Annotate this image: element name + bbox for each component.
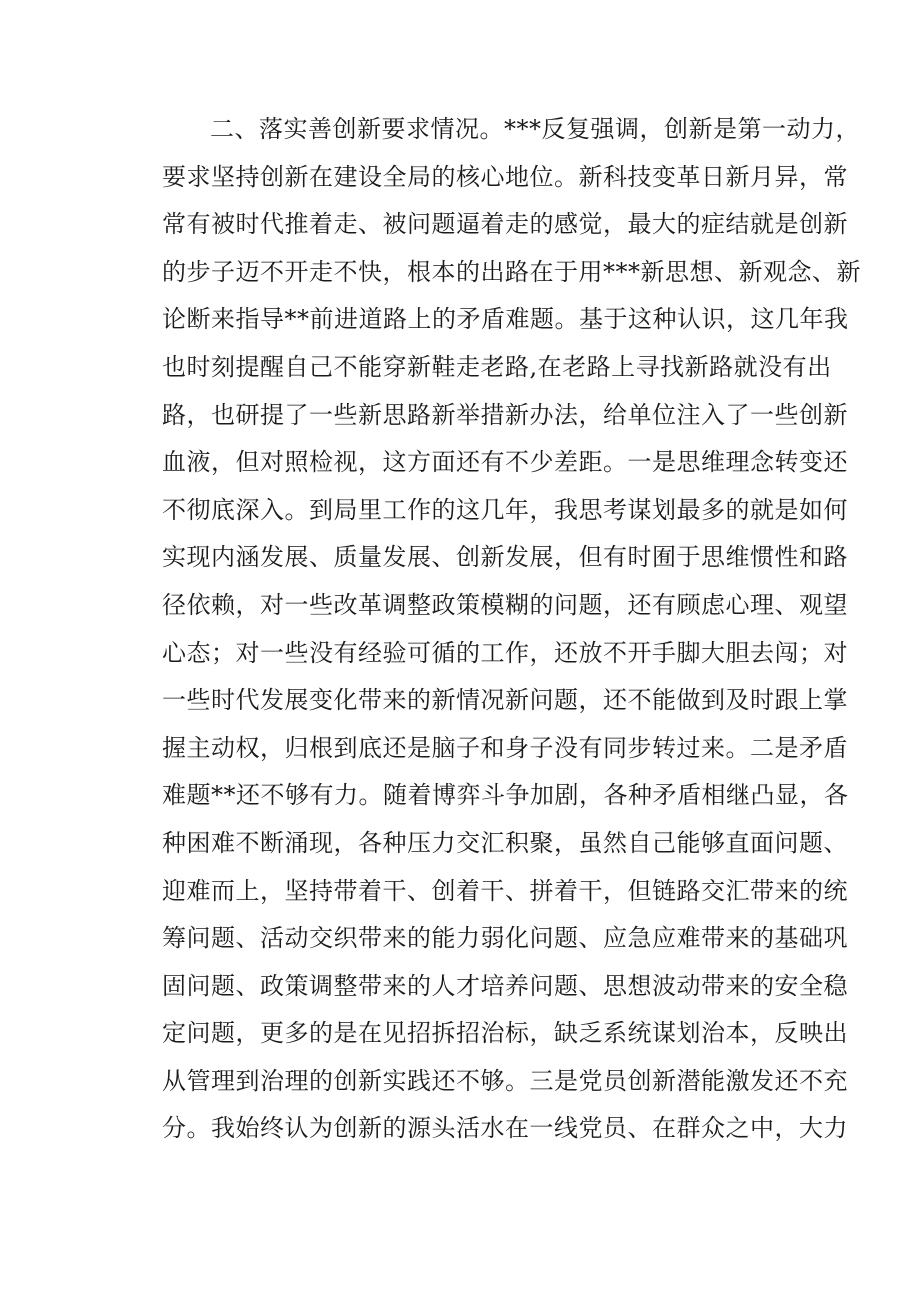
paragraph-line: 路，也研提了一些新思路新举措新办法，给单位注入了一些创新 [162,400,848,429]
paragraph-line: 二、落实善创新要求情况。***反复强调，创新是第一动力， [210,115,860,143]
paragraph-line: 固问题、政策调整带来的人才培养问题、思想波动带来的安全稳 [162,971,848,1000]
paragraph-line: 种困难不断涌现，各种压力交汇积聚，虽然自己能够直面问题、 [162,828,848,857]
paragraph-line: 一些时代发展变化带来的新情况新问题，还不能做到及时跟上掌 [162,686,848,715]
paragraph-line: 迎难而上，坚持带着干、创着干、拼着干，但链路交汇带来的统 [162,876,848,905]
paragraph-line: 常有被时代推着走、被问题逼着走的感觉，最大的症结就是创新 [162,210,848,239]
paragraph-line: 定问题，更多的是在见招拆招治标，缺乏系统谋划治本，反映出 [162,1019,848,1048]
paragraph-line: 心态；对一些没有经验可循的工作，还放不开手脚大胆去闯；对 [162,638,848,667]
paragraph-line: 血液，但对照检视，这方面还有不少差距。一是思维理念转变还 [162,448,848,477]
paragraph-line: 握主动权，归根到底还是脑子和身子没有同步转过来。二是矛盾 [162,733,848,762]
paragraph-line: 的步子迈不开走不快，根本的出路在于用***新思想、新观念、新 [162,257,861,286]
paragraph-line: 实现内涵发展、质量发展、创新发展，但有时囿于思维惯性和路 [162,543,848,572]
paragraph-line: 也时刻提醒自己不能穿新鞋走老路,在老路上寻找新路就没有出 [162,352,832,381]
paragraph-line: 分。我始终认为创新的源头活水在一线党员、在群众之中，大力 [162,1114,848,1143]
paragraph-line: 论断来指导**前进道路上的矛盾难题。基于这种认识，这几年我 [162,305,849,334]
paragraph-line: 难题**还不够有力。随着博弈斗争加剧，各种矛盾相继凸显，各 [162,781,849,810]
paragraph-line: 径依赖，对一些改革调整政策模糊的问题，还有顾虑心理、观望 [162,590,848,619]
document-body [162,106,861,1153]
paragraph-line: 筹问题、活动交织带来的能力弱化问题、应急应难带来的基础巩 [162,924,848,953]
paragraph-line: 不彻底深入。到局里工作的这几年，我思考谋划最多的就是如何 [162,495,848,524]
paragraph-line: 从管理到治理的创新实践还不够。三是党员创新潜能激发还不充 [162,1066,848,1095]
paragraph-line: 要求坚持创新在建设全局的核心地位。新科技变革日新月异，常 [162,162,848,191]
